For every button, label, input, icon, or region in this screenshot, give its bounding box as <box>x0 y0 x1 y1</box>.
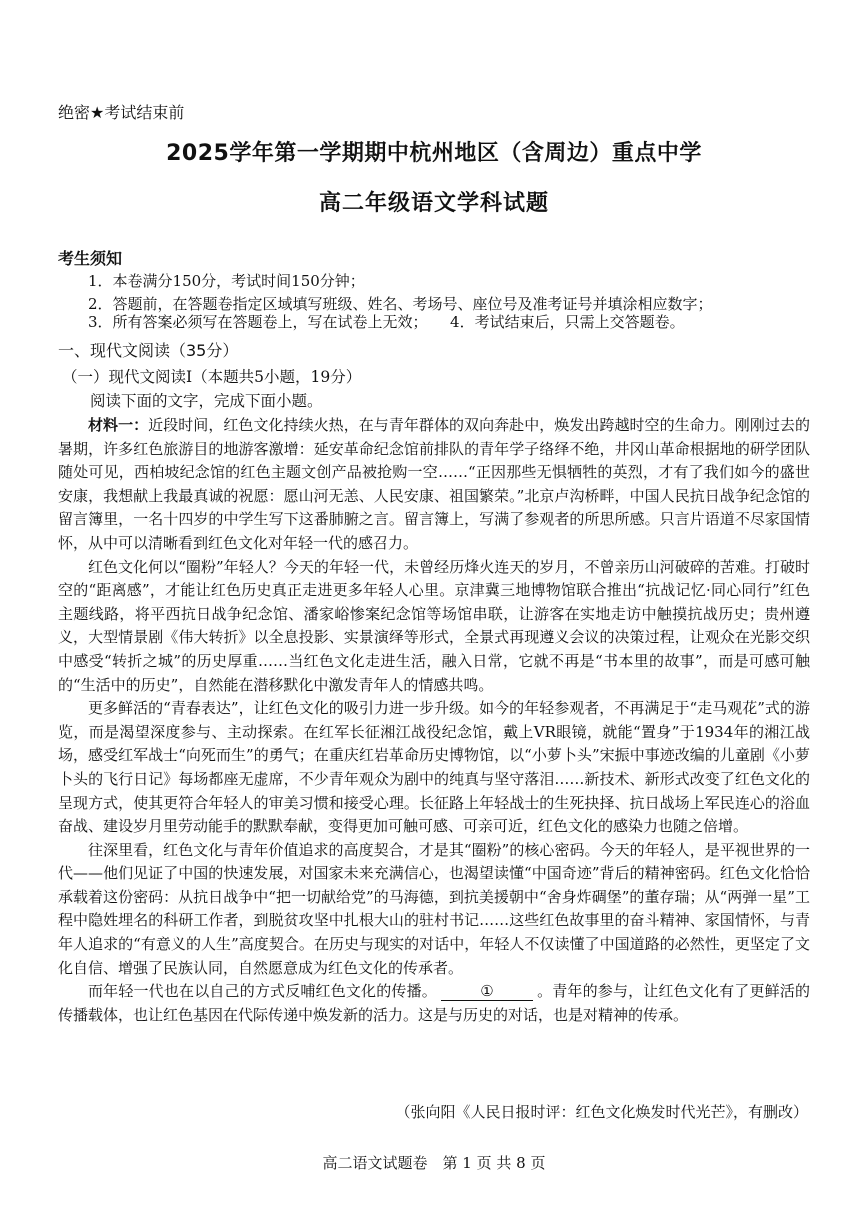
notice-item-2: 2．答题前，在答题卷指定区域填写班级、姓名、考场号、座位号及准考证号并填涂相应数字； <box>88 295 713 313</box>
passage-paragraph-3: 更多鲜活的“青春表达”，让红色文化的吸引力进一步升级。如今的年轻参观者，不再满足于“走马观花”式的游览，而是渴望深度参与、主动探索。在红军长征湘江战役纪念馆，戴上VR眼镜，就能“置身”于1934年的湘江战场，感受红军战士“向死而生”的勇气；在重庆红岩革命历史博物馆，以“小萝卜头”宋振中事迹改编的儿童剧《小萝卜头的飞行日记》每场都座无虚席，不少青年观众为剧中的纯真与坚守落泪……新技术、新形式改变了红色文化的呈现方式，使其更符合年轻人的审美习惯和接受心理。长征路上年轻战士的生死抉择、抗日战场上军民连心的浴血奋战、建设岁月里劳动能手的默默奉献，变得更加可触可感、可亲可近，红色文化的感染力也随之倍增。 <box>58 699 810 836</box>
reading-instruction: 阅读下面的文字，完成下面小题。 <box>90 392 323 410</box>
notice-item-3: 3．所有答案必须写在答题卷上，写在试卷上无效； 4．考试结束后，只需上交答题卷。 <box>88 313 685 331</box>
answer-blank-1: ① <box>441 982 533 1001</box>
reading-passage <box>58 414 810 1027</box>
page-footer: 高二语文试题卷 第 1 页 共 8 页 <box>322 1154 546 1172</box>
exam-title: 2025学年第一学期期中杭州地区（含周边）重点中学 <box>166 141 702 166</box>
exam-subtitle: 高二年级语文学科试题 <box>318 191 549 216</box>
passage-source: （张向阳《人民日报时评：红色文化焕发时代光芒》，有删改） <box>395 1103 808 1121</box>
notice-heading: 考生须知 <box>58 249 123 268</box>
subsection-heading: （一）现代文阅读Ⅰ（本题共5小题，19分） <box>62 368 362 386</box>
notice-item-1: 1．本卷满分150分，考试时间150分钟； <box>88 272 365 290</box>
paragraph-5-text-after: 。青年的参与，让红色文化有了更鲜活的传播载体，也让红色基因在代际传递中焕发新的活力。这是与历史的对话，也是对精神的传承。 <box>58 982 810 1024</box>
confidential-mark: 绝密★考试结束前 <box>58 103 185 122</box>
passage-paragraph-4: 往深里看，红色文化与青年价值追求的高度契合，才是其“圈粉”的核心密码。今天的年轻人，是平视世界的一代——他们见证了中国的快速发展，对国家未来充满信心，也渴望读懂“中国奇迹”背后的精神密码。红色文化恰恰承载着这份密码：从抗日战争中“把一切献给党”的马海德，到抗美援朝中“舍身炸碉堡”的董存瑞；从“两弹一星”工程中隐姓埋名的科研工作者，到脱贫攻坚中扎根大山的驻村书记……这些红色故事里的奋斗精神、家国情怀，与青年人追求的“有意义的人生”高度契合。在历史与现实的对话中，年轻人不仅读懂了中国道路的必然性，更坚定了文化自信、增强了民族认同，自然愿意成为红色文化的传承者。 <box>58 840 810 977</box>
passage-paragraph-2: 红色文化何以“圈粉”年轻人？今天的年轻一代，未曾经历烽火连天的岁月，不曾亲历山河破碎的苦难。打破时空的“距离感”，才能让红色历史真正走进更多年轻人心里。京津冀三地博物馆联合推出“抗战记忆·同心同行”红色主题线路，将平西抗日战争纪念馆、潘家峪惨案纪念馆等场馆串联，让游客在实地走访中触摸抗战历史；贵州遵义，大型情景剧《伟大转折》以全息投影、实景演绎等形式，全景式再现遵义会议的决策过程，让观众在光影交织中感受“转折之城”的历史厚重……当红色文化走进生活，融入日常，它就不再是“书本里的故事”，而是可感可触的“生活中的历史”，自然能在潜移默化中激发青年人的情感共鸣。 <box>58 557 810 694</box>
passage-paragraph-1 <box>58 414 810 556</box>
passage-paragraph-5 <box>58 980 810 1027</box>
section-heading: 一、现代文阅读（35分） <box>58 341 239 360</box>
paragraph-1-text: 近段时间，红色文化持续火热，在与青年群体的双向奔赴中，焕发出跨越时空的生命力。刚刚过去的暑期，许多红色旅游目的地游客激增：延安革命纪念馆前排队的青年学子络绎不绝，井冈山革命根据地的研学团队随处可见，西柏坡纪念馆的红色主题文创产品被抢购一空……“正因那些无惧牺牲的英烈，才有了我们如今的盛世安康，我想献上我最真诚的祝愿：愿山河无恙、人民安康、祖国繁荣。”北京卢沟桥畔，中国人民抗日战争纪念馆的留言簿里，一名十四岁的中学生写下这番肺腑之言。留言簿上，写满了参观者的所思所感。只言片语道不尽家国情怀，从中可以清晰看到红色文化对年轻一代的感召力。 <box>58 416 810 552</box>
material-label: 材料一： <box>88 416 149 434</box>
paragraph-5-text-before: 而年轻一代也在以自己的方式反哺红色文化的传播。 <box>88 982 437 1001</box>
